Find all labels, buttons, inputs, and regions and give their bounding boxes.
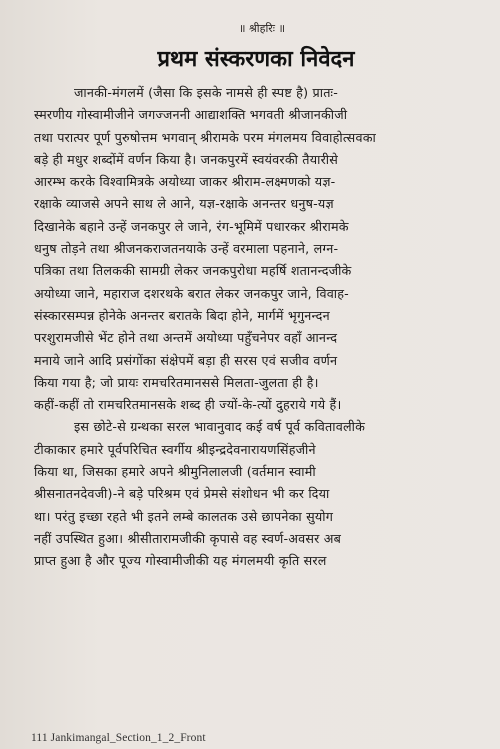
text-line: रक्षाके व्याजसे अपने साथ ले आने, यज्ञ-रक्षाके अनन्तर धनुष-यज्ञ [34, 196, 334, 212]
text-line: नहीं उपस्थित हुआ। श्रीसीतारामजीकी कृपासे वह स्वर्ण-अवसर अब [34, 530, 342, 546]
text-line: स्मरणीय गोस्वामीजीने जगज्जननी आद्याशक्ति भगवती श्रीजानकीजी [34, 107, 348, 123]
text-line: संस्कारसम्पन्न होनेके अनन्तर बरातके बिदा होने, मार्गमें भृगुनन्दन [34, 307, 330, 323]
text-line: था। परंतु इच्छा रहते भी इतने लम्बे कालतक उसे छापनेका सुयोग [34, 508, 334, 524]
text-line: दिखानेके बहाने उन्हें जनकपुर ले जाने, रंग-भूमिमें पधारकर श्रीरामके [34, 218, 349, 234]
text-line: अयोध्या जाने, महाराज दशरथके बरात लेकर जनकपुर जाने, विवाह- [34, 285, 349, 301]
text-line: प्राप्त हुआ है और पूज्य गोस्वामीजीकी यह मंगलमयी कृति सरल [34, 553, 327, 569]
page-invocation: ॥ श्रीहरिः ॥ [238, 22, 286, 35]
text-line: इस छोटे-से ग्रन्थका सरल भावानुवाद कई वर्ष पूर्व कवितावलीके [74, 419, 366, 435]
paragraph-1 [34, 82, 478, 416]
main-text [34, 82, 478, 573]
text-line: मनाये जाने आदि प्रसंगोंका संक्षेपमें बड़ा ही सरस एवं सजीव वर्णन [34, 352, 338, 368]
text-line: कहीं-कहीं तो रामचरितमानसके शब्द ही ज्यों-के-त्यों दुहराये गये हैं। [34, 397, 342, 413]
text-line: किया था, जिसका हमारे अपने श्रीमुनिलालजी (वर्तमान स्वामी [34, 464, 316, 480]
text-line: श्रीसनातनदेवजी)-ने बड़े परिश्रम एवं प्रेमसे संशोधन भी कर दिया [34, 486, 330, 502]
text-line: बड़े ही मधुर शब्दोंमें वर्णन किया है। जनकपुरमें स्वयंवरकी तैयारीसे [34, 151, 339, 167]
page-footer: 111 Jankimangal_Section_1_2_Front [31, 732, 206, 744]
text-line: धनुष तोड़ने तथा श्रीजनकराजतनयाके उन्हें वरमाला पहनाने, लग्न- [34, 241, 339, 257]
text-line: टीकाकार हमारे पूर्वपरिचित स्वर्गीय श्रीइन्द्रदेवनारायणसिंहजीने [34, 441, 316, 457]
text-line: आरम्भ करके विश्वामित्रके अयोध्या जाकर श्रीराम-लक्ष्मणको यज्ञ- [34, 174, 336, 190]
paragraph-2 [34, 416, 478, 572]
text-line: पत्रिका तथा तिलककी सामग्री लेकर जनकपुरोधा महर्षि शतानन्दजीके [34, 263, 352, 279]
text-line: तथा परात्पर पूर्ण पुरुषोत्तम भगवान् श्रीरामके परम मंगलमय विवाहोत्सवका [34, 129, 376, 145]
text-line: किया गया है; जो प्रायः रामचरितमानससे मिलता-जुलता ही है। [34, 374, 319, 390]
text-line: परशुरामजीसे भेंट होने तथा अन्तमें अयोध्या पहुँचनेपर वहाँ आनन्द [34, 330, 338, 346]
text-line: जानकी-मंगलमें (जैसा कि इसके नामसे ही स्पष्ट है) प्रातः- [74, 85, 338, 100]
page-title: प्रथम संस्करणका निवेदन [157, 47, 355, 72]
